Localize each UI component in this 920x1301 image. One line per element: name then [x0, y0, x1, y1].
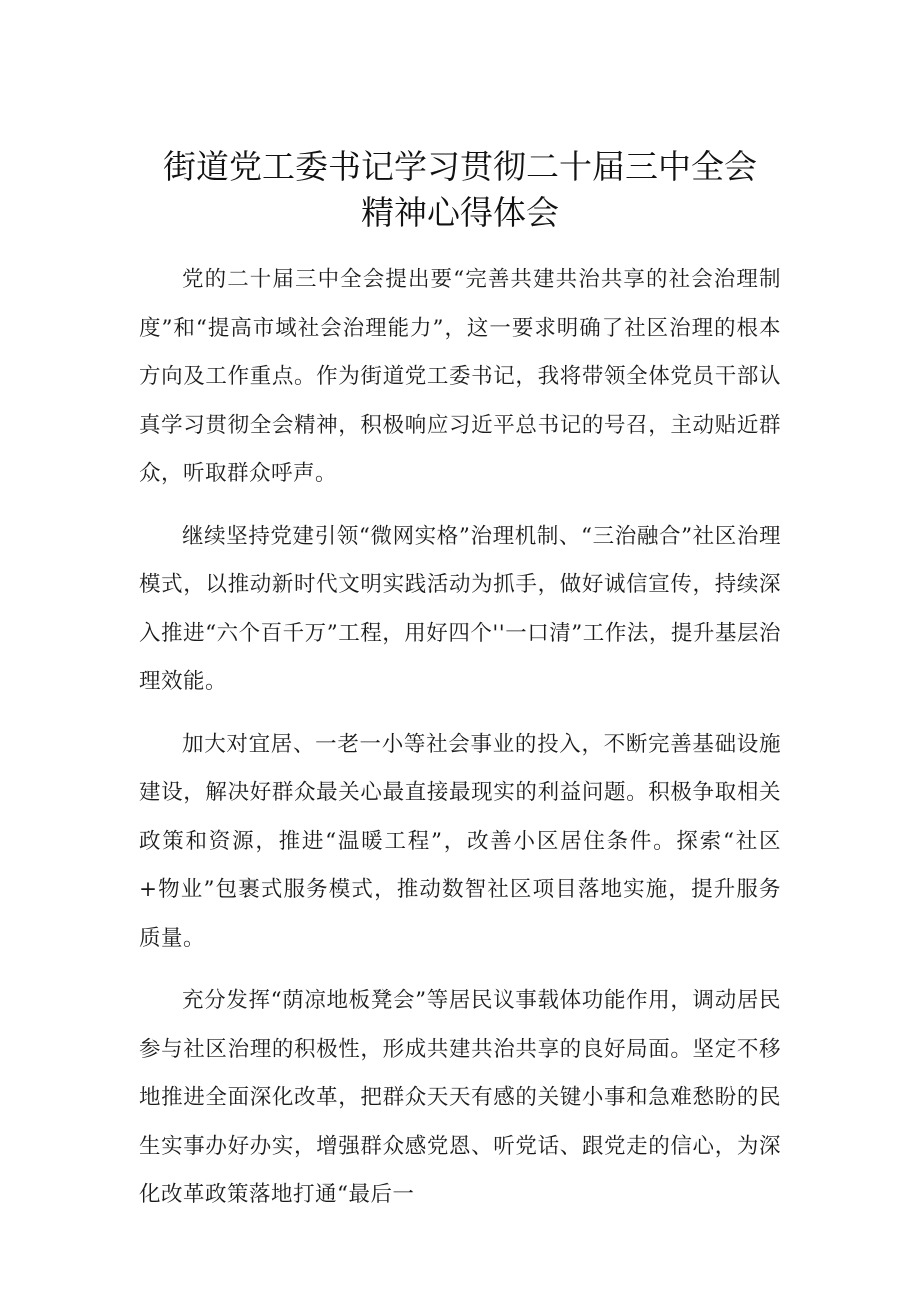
title-line-1: 街道党工委书记学习贯彻二十届三中全会 — [163, 147, 757, 186]
document-title — [139, 0, 781, 236]
title-line-2: 精神心得体会 — [361, 193, 559, 232]
document-body — [139, 256, 781, 1220]
paragraph-3: 加大对宜居、一老一小等社会事业的投入，不断完善基础设施建设，解决好群众最关心最直接最现实的利益问题。积极争取相关政策和资源，推进“温暖工程”，改善小区居住条件。探索“社区+物业”包裹式服务模式，推动数智社区项目落地实施，提升服务质量。 — [139, 731, 781, 951]
paragraph-4: 充分发挥“荫凉地板凳会”等居民议事载体功能作用，调动居民参与社区治理的积极性，形成共建共治共享的良好局面。坚定不移地推进全面深化改革，把群众天天有感的关键小事和急难愁盼的民生实事办好办实，增强群众感党恩、听党话、跟党走的信心，为深化改革政策落地打通“最后一 — [139, 988, 781, 1207]
paragraph-2: 继续坚持党建引领“微网实格”治理机制、“三治融合”社区治理模式，以推动新时代文明实践活动为抓手，做好诚信宣传，持续深入推进“六个百千万”工程，用好四个''一口清”工作法，提升基层治理效能。 — [139, 523, 781, 694]
paragraph-1: 党的二十届三中全会提出要“完善共建共治共享的社会治理制度”和“提高市域社会治理能力”，这一要求明确了社区治理的根本方向及工作重点。作为街道党工委书记，我将带领全体党员干部认真学习贯彻全会精神，积极响应习近平总书记的号召，主动贴近群众，听取群众呼声。 — [139, 267, 781, 486]
